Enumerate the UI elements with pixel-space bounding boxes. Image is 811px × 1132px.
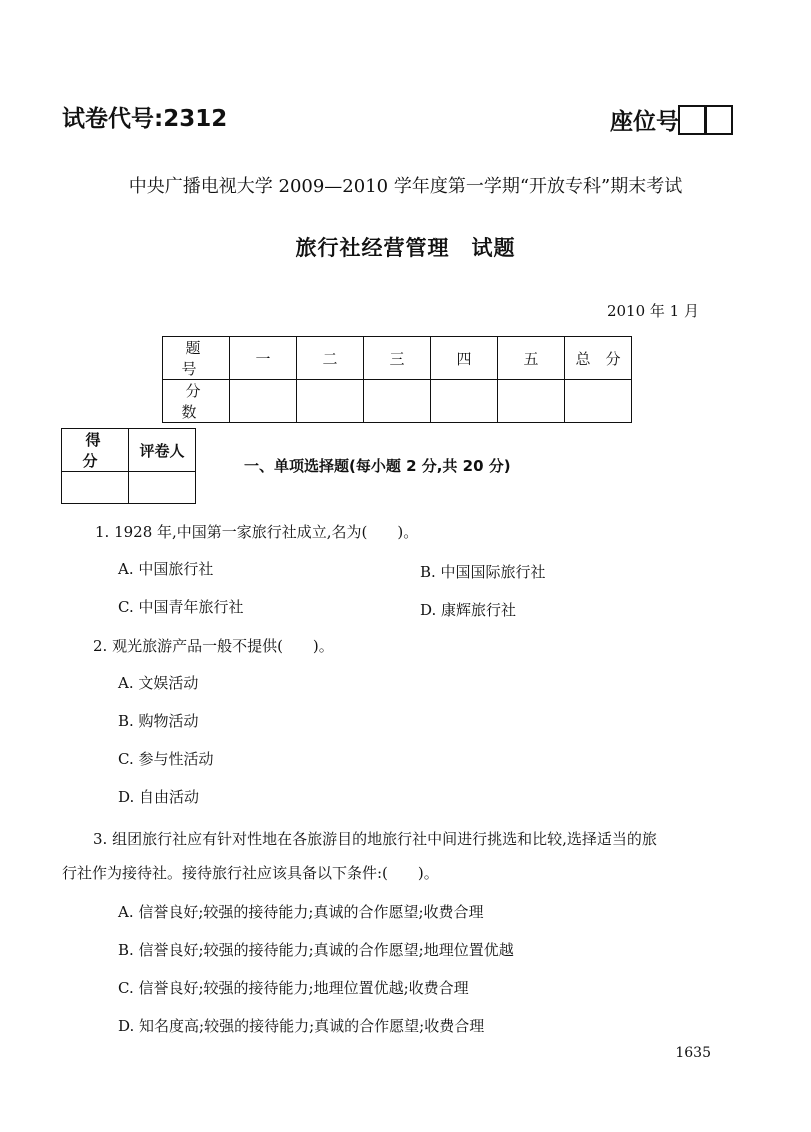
question-3-option-c: C. 信誉良好;较强的接待能力;地理位置优越;收费合理 [118,979,469,997]
score-table-value-row [163,380,632,423]
section-title: 一、单项选择题(每小题 2 分,共 20 分) [244,457,511,475]
page-number: 1635 [675,1045,711,1061]
grader-name-header: 评卷人 [129,429,196,472]
score-table [162,336,632,423]
grader-name-cell[interactable] [129,472,196,504]
grader-score-cell[interactable] [62,472,129,504]
question-1-option-a: A. 中国旅行社 [118,560,214,578]
exam-title: 中央广播电视大学 2009—2010 学年度第一学期“开放专科”期末考试 [128,176,683,197]
score-value-2[interactable] [297,380,364,423]
question-3-stem-line1: 3. 组团旅行社应有针对性地在各旅游目的地旅行社中间进行挑选和比较,选择适当的旅 [93,830,657,848]
score-cell-3: 三 [364,337,431,380]
score-value-5[interactable] [498,380,565,423]
question-2-option-a: A. 文娱活动 [118,674,199,692]
score-cell-total: 总 分 [565,337,632,380]
score-cell-5: 五 [498,337,565,380]
score-value-label: 分 数 [163,380,230,423]
question-1-stem: 1. 1928 年,中国第一家旅行社成立,名为( )。 [95,523,419,541]
exam-date: 2010 年 1 月 [606,302,699,320]
paper-code: 试卷代号:2312 [62,106,228,132]
question-2-option-b: B. 购物活动 [118,712,199,730]
question-3-option-d: D. 知名度高;较强的接待能力;真诚的合作愿望;收费合理 [118,1017,485,1035]
seat-number [610,103,733,136]
question-2-stem: 2. 观光旅游产品一般不提供( )。 [93,637,334,655]
seat-box-1 [678,105,706,135]
grader-table [61,428,196,504]
score-cell-2: 二 [297,337,364,380]
question-1-option-c: C. 中国青年旅行社 [118,598,244,616]
score-value-4[interactable] [431,380,498,423]
score-cell-4: 四 [431,337,498,380]
question-1-option-b: B. 中国国际旅行社 [420,563,546,581]
seat-box-2 [705,105,733,135]
score-value-3[interactable] [364,380,431,423]
question-2-option-c: C. 参与性活动 [118,750,214,768]
grader-score-header: 得 分 [62,429,129,472]
seat-label: 座位号 [610,109,679,135]
score-value-total[interactable] [565,380,632,423]
question-1-option-d: D. 康辉旅行社 [420,601,517,619]
subject-title: 旅行社经营管理 试题 [295,236,516,260]
question-3-option-a: A. 信誉良好;较强的接待能力;真诚的合作愿望;收费合理 [118,903,484,921]
score-cell-1: 一 [230,337,297,380]
question-3-stem-line2: 行社作为接待社。接待旅行社应该具备以下条件:( )。 [62,864,439,882]
score-cell-label: 题 号 [163,337,230,380]
score-table-header-row [163,337,632,380]
question-3-option-b: B. 信誉良好;较强的接待能力;真诚的合作愿望;地理位置优越 [118,941,514,959]
question-2-option-d: D. 自由活动 [118,788,200,806]
